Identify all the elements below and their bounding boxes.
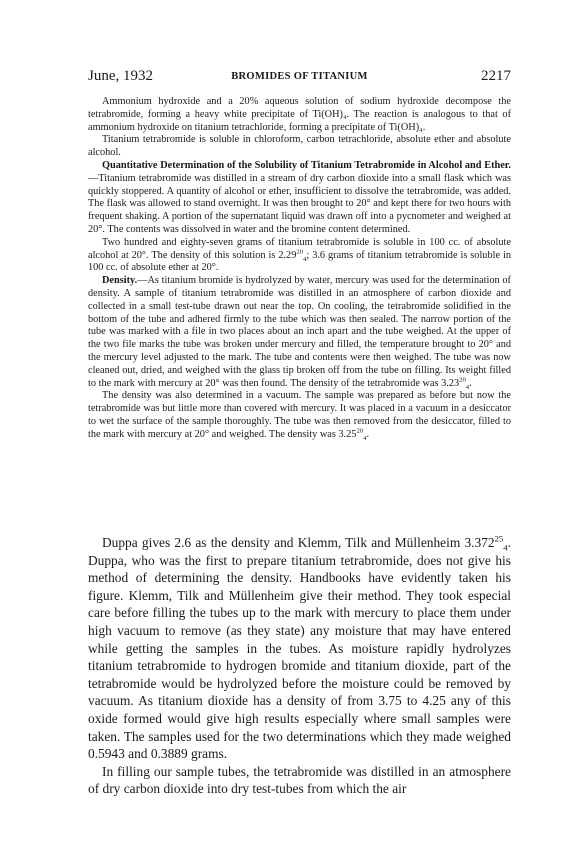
page-number: 2217 <box>481 68 511 84</box>
issue-date: June, 1932 <box>88 68 153 84</box>
paragraph-hydroxide-reaction: Ammonium hydroxide and a 20% aqueous solution of sodium hydroxide decompose the tetrabromide, forming a heavy white precipitate of Ti(OH)₄. The reaction is analogous to that of ammonium hydroxide on titanium tetrachloride, forming a precipitate of Ti(OH)₄. <box>88 96 511 133</box>
paragraph-sample-filling: In filling our sample tubes, the tetrabromide was distilled in an atmosphere of dry carbon dioxide into dry test-tubes from which the air <box>88 763 511 797</box>
paragraph-duppa-comparison: Duppa gives 2.6 as the density and Klemm, Tilk and Müllenheim $3.372^{25}_4$. Duppa, who was the first to prepare titanium tetrabromide, does not give his method of determining the density. Handbooks have evidently taken his figure. Klemm, Tilk and Müllenheim give their method. They took especial care before filling the tubes up to the mark with mercury to place them under high vacuum to remove (as they state) any moisture that may have entered while getting the samples in the tubes. As moisture rapidly hydrolyzes titanium tetrabromide to hydrogen bromide and titanium dioxide, part of the tetrabromide would be hydrolyzed before the moisture could be removed by vacuum. As titanium dioxide has a density of from 3.75 to 4.25 any of this oxide formed would give high results especially where small samples were taken. The samples used for the two determinations which they made weighed 0.5943 and 0.3889 grams. <box>88 533 511 762</box>
paragraph-solubility-determination <box>88 160 511 237</box>
paragraph-solubility-results: Two hundred and eighty-seven grams of titanium tetrabromide is soluble in 100 cc. of absolute alcohol at 20°. The density of this solution is $2.29^{20}_4$; 3.6 grams of titanium tetrabromide is soluble in 100 cc. of absolute ether at 20°. <box>88 236 511 274</box>
paragraph-density-method: Density.—As titanium bromide is hydrolyzed by water, mercury was used for the determination of density. A sample of titanium tetrabromide was distilled in an atmosphere of carbon dioxide and collected in a small test-tube drawn out near the top. On cooling, the tetrabromide solidified in the bottom of the tube and adhered firmly to the tube which was then sealed. The narrow portion of the tube was marked with a file in two places about an inch apart and the tube weighed. At the upper of the two file marks the tube was broken under mercury and filled, the temperature brought to 20° and the mercury level adjusted to the mark. The tube and contents were then weighed. The tube was now cleaned out, dried, and weighed with the glass tip broken off from the tube on filling. Its weight filled to the mark with mercury at 20° was then found. The density of the tetrabromide was $3.23^{20}_4$. <box>88 275 511 391</box>
section-heading-density: Density. <box>102 275 138 287</box>
page-header <box>88 68 511 86</box>
running-title: BROMIDES OF TITANIUM <box>231 71 368 82</box>
paragraph-solubility-general: Titanium tetrabromide is soluble in chloroform, carbon tetrachloride, absolute ether and absolute alcohol. <box>88 134 511 159</box>
main-text-section <box>88 534 511 798</box>
small-print-section <box>88 96 511 442</box>
paragraph-density-vacuum: The density was also determined in a vacuum. The sample was prepared as before but now the tetrabromide was but little more than covered with mercury. It was placed in a vacuum in a desiccator to wet the surface of the sample thoroughly. The tube was then removed from the desiccator, filled to the mark with mercury at 20° and weighed. The density was $3.25^{20}_4$. <box>88 390 511 442</box>
section-heading-solubility: Quantitative Determination of the Solubility of Titanium Tetrabromide in Alcohol and Ether. <box>102 159 511 171</box>
paragraph-text: —Titanium tetrabromide was distilled in a stream of dry carbon dioxide into a small flask which was quickly stoppered. A quantity of alcohol or ether, insufficient to dissolve the tetrabromide, was added. The flask was allowed to stand overnight. It was then brought to 20° and kept there for two hours with frequent shaking. A portion of the supernatant liquid was drawn off into a pycnometer and weighed at 20°. The contents was dissolved in water and the bromine content determined. <box>88 172 511 235</box>
